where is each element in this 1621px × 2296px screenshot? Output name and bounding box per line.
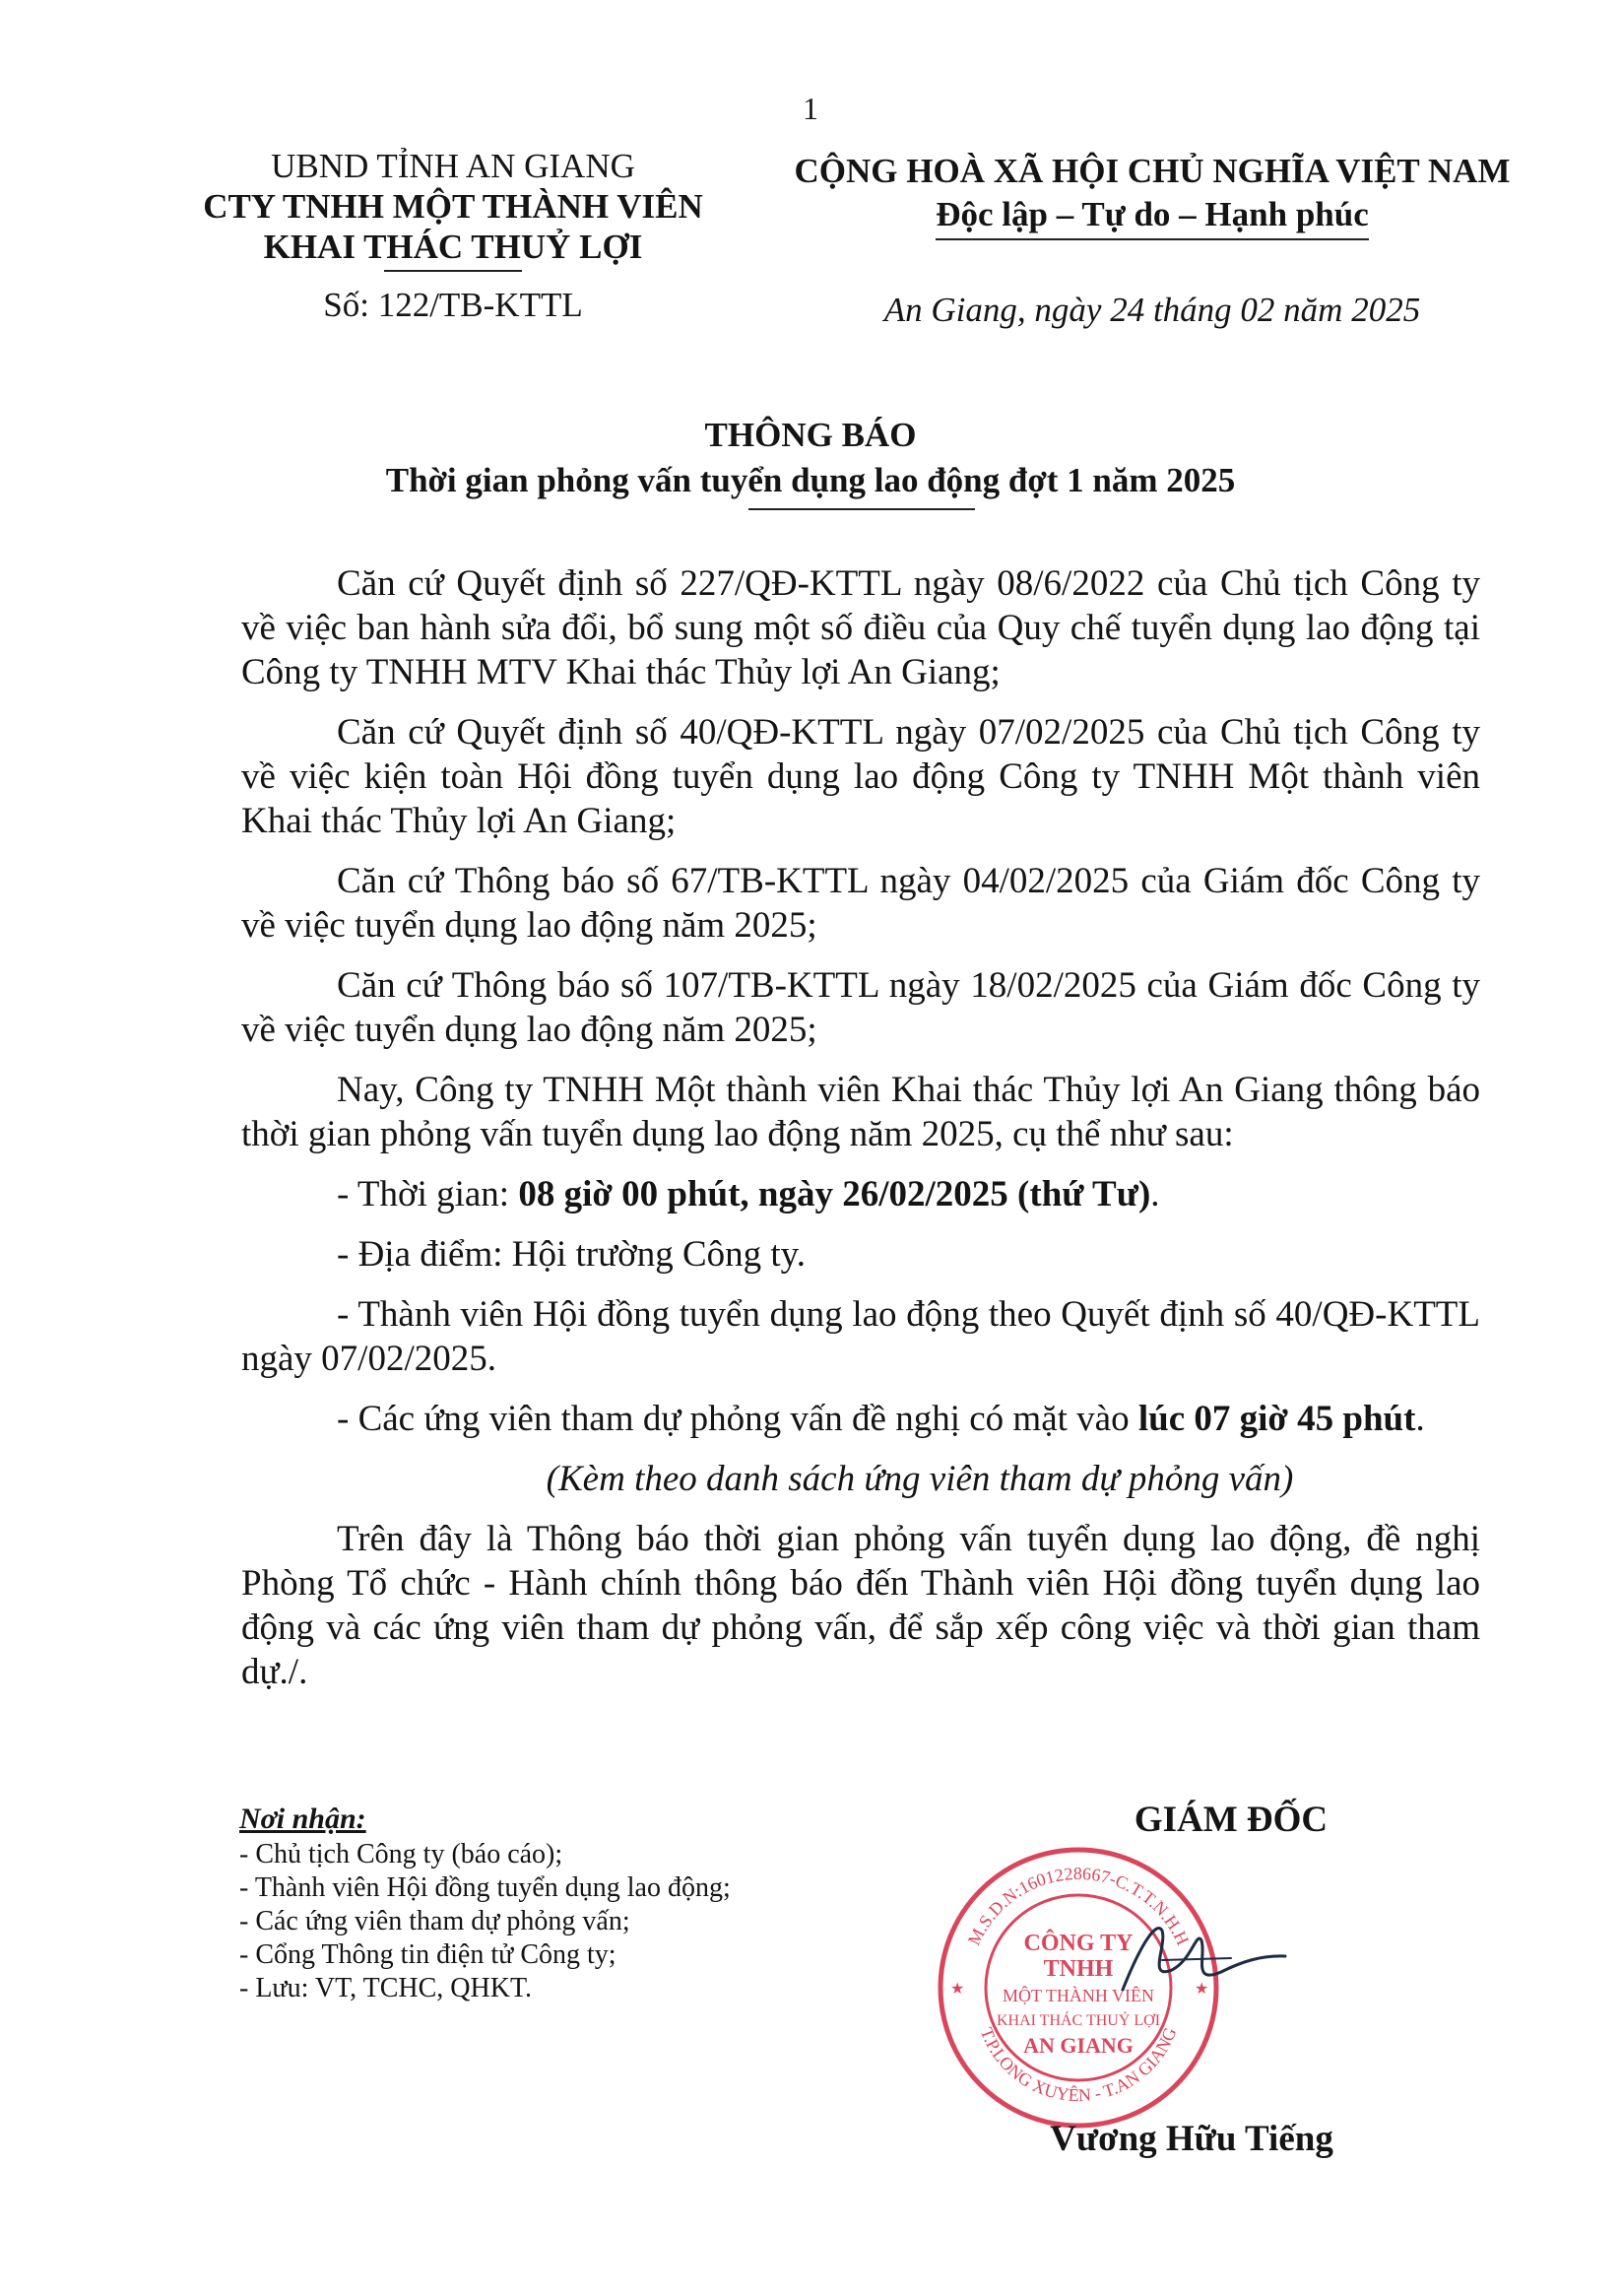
interview-time-label: - Thời gian: — [337, 1174, 519, 1214]
signatory-title: GIÁM ĐỐC — [1134, 1800, 1329, 1840]
seal-line-3: MỘT THÀNH VIÊN — [1002, 1986, 1155, 2005]
interview-time-end: . — [1150, 1174, 1160, 1214]
national-header — [758, 150, 1546, 240]
issuer-header — [148, 146, 758, 272]
legal-basis-1: Căn cứ Quyết định số 227/QĐ-KTTL ngày 08/6/2022 của Chủ tịch Công ty về việc ban hành sửa đổi, bổ sung một số điều của Quy chế tuyển dụng lao động tại Công ty TNHH MTV Khai thác Thủy lợi An Giang; — [241, 563, 1480, 692]
document-body — [241, 561, 1480, 1710]
recipients-block — [239, 1803, 929, 2005]
seal-line-2: TNHH — [1043, 1956, 1114, 1982]
interview-time — [241, 1172, 1480, 1216]
issuer-underline — [384, 270, 522, 272]
closing-paragraph: Trên đây là Thông báo thời gian phỏng vấn tuyển dụng lao động, đề nghị Phòng Tổ chức - Hành chính thông báo đến Thành viên Hội đồng tuyển dụng lao động và các ứng viên tham dự phỏng vấn, để sắp xếp công việc và thời gian tham dự./. — [241, 1519, 1480, 1692]
seal-outer-bottom-text: T.P.LONG XUYÊN - T.AN GIANG — [976, 2024, 1181, 2106]
seal-line-5: AN GIANG — [1023, 2033, 1134, 2058]
seal-star-icon: ★ — [950, 1981, 965, 1998]
document-subtitle: Thời gian phỏng vấn tuyển dụng lao động đợt 1 năm 2025 — [385, 461, 1236, 499]
recipient-item: - Lưu: VT, TCHC, QHKT. — [239, 1973, 532, 2003]
nation-title: CỘNG HOÀ XÃ HỘI CHỦ NGHĨA VIỆT NAM — [794, 152, 1511, 190]
interview-members: - Thành viên Hội đồng tuyển dụng lao động theo Quyết định số 40/QĐ-KTTL ngày 07/02/2025. — [241, 1294, 1480, 1379]
company-name-line1: CTY TNHH MỘT THÀNH VIÊN — [203, 187, 703, 226]
recipient-item: - Cổng Thông tin điện tử Công ty; — [239, 1939, 616, 1970]
recipient-item: - Các ứng viên tham dự phỏng vấn; — [239, 1906, 630, 1936]
seal-line-1: CÔNG TY — [1023, 1931, 1134, 1956]
document-number: Số: 122/TB-KTTL — [323, 286, 583, 324]
recipient-item: - Thành viên Hội đồng tuyển dụng lao động; — [239, 1872, 731, 1903]
page-number: 1 — [803, 91, 818, 126]
recipients-heading: Nơi nhận: — [239, 1803, 366, 1835]
legal-basis-4: Căn cứ Thông báo số 107/TB-KTTL ngày 18/02/2025 của Giám đốc Công ty về việc tuyển dụng lao động năm 2025; — [241, 965, 1480, 1050]
signatory-name: Vương Hữu Tiếng — [1050, 2119, 1333, 2159]
agency-name: UBND TỈNH AN GIANG — [271, 147, 635, 185]
arrival-time — [241, 1397, 1480, 1441]
interview-time-value: 08 giờ 00 phút, ngày 26/02/2025 (thứ Tư) — [518, 1174, 1151, 1214]
title-underline — [748, 508, 975, 510]
arrival-time-end: . — [1415, 1399, 1425, 1439]
attachment-note: (Kèm theo danh sách ứng viên tham dự phỏng vấn) — [546, 1459, 1294, 1499]
seal-line-4: KHAI THÁC THUỶ LỢI — [996, 2012, 1161, 2029]
company-name-line2: KHAI THÁC THUỶ LỢI — [263, 228, 643, 266]
announcement-intro: Nay, Công ty TNHH Một thành viên Khai thác Thủy lợi An Giang thông báo thời gian phỏng vấn tuyển dụng lao động năm 2025, cụ thể như sau: — [241, 1070, 1480, 1154]
legal-basis-3: Căn cứ Thông báo số 67/TB-KTTL ngày 04/02/2025 của Giám đốc Công ty về việc tuyển dụng lao động năm 2025; — [241, 861, 1480, 946]
recipient-item: - Chủ tịch Công ty (báo cáo); — [239, 1839, 563, 1870]
national-motto: Độc lập – Tự do – Hạnh phúc — [936, 193, 1369, 240]
handwritten-signature — [1103, 1901, 1300, 2019]
document-title: THÔNG BÁO — [704, 416, 917, 454]
arrival-time-label: - Các ứng viên tham dự phỏng vấn đề nghị có mặt vào — [337, 1399, 1138, 1439]
seal-star-icon: ★ — [1195, 1981, 1209, 1998]
legal-basis-2: Căn cứ Quyết định số 40/QĐ-KTTL ngày 07/02/2025 của Chủ tịch Công ty về việc kiện toàn Hội đồng tuyển dụng lao động Công ty TNHH Một thành viên Khai thác Thủy lợi An Giang; — [241, 712, 1480, 841]
arrival-time-value: lúc 07 giờ 45 phút — [1137, 1399, 1416, 1439]
seal-outer-top-text: M.S.D.N:1601228667-C.T.T.N.H.H — [963, 1864, 1194, 1948]
interview-place: - Địa điểm: Hội trường Công ty. — [337, 1234, 807, 1275]
place-date: An Giang, ngày 24 tháng 02 năm 2025 — [883, 291, 1421, 329]
